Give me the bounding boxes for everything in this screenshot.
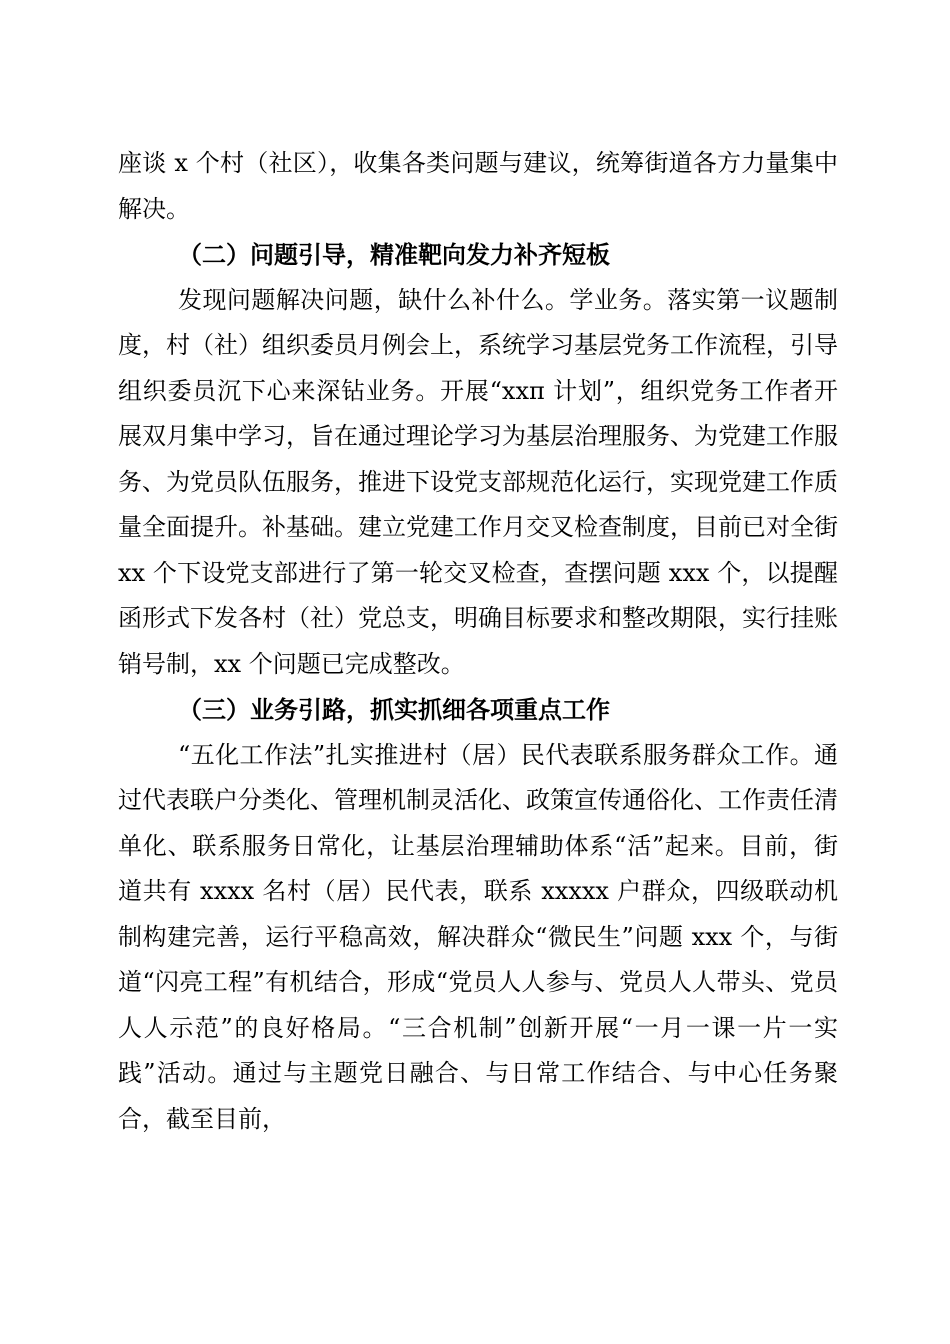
paragraph-section-2: 发现问题解决问题，缺什么补什么。学业务。落实第一议题制度，村（社）组织委员月例会上，系统学习基层党务工作流程，引导组织委员沉下心来深钻业务。开展“xxπ 计划”，组织党务工作者开展双月集中学习，旨在通过理论学习为基层治理服务、为党建工作服务、为党员队伍服务，推进下设党支部规范化运行，实现党建工作质量全面提升。补基础。建立党建工作月交叉检查制度，目前已对全街 xx 个下设党支部进行了第一轮交叉检查，查摆问题 xxx 个，以提醒函形式下发各村（社）党总支，明确目标要求和整改期限，实行挂账销号制，xx 个问题已完成整改。: [118, 285, 838, 678]
document-body: [118, 141, 838, 1142]
section-heading-2: （二）问题引导，精准靶向发力补齐短板: [178, 240, 610, 269]
paragraph-section-3: “五化工作法”扎实推进村（居）民代表联系服务群众工作。通过代表联户分类化、管理机制灵活化、政策宣传通俗化、工作责任清单化、联系服务日常化，让基层治理辅助体系“活”起来。目前，街道共有 xxxx 名村（居）民代表，联系 xxxxx 户群众，四级联动机制构建完善，运行平稳高效，解决群众“微民生”问题 xxx 个，与街道“闪亮工程”有机结合，形成“党员人人参与、党员人人带头、党员人人示范”的良好格局。“三合机制”创新开展“一月一课一片一实践”活动。通过与主题党日融合、与日常工作结合、与中心任务聚合，截至目前，: [118, 740, 838, 1133]
paragraph-continuation: 座谈 x 个村（社区），收集各类问题与建议，统筹街道各方力量集中解决。: [118, 149, 838, 223]
section-heading-3: （三）业务引路，抓实抓细各项重点工作: [178, 695, 610, 724]
